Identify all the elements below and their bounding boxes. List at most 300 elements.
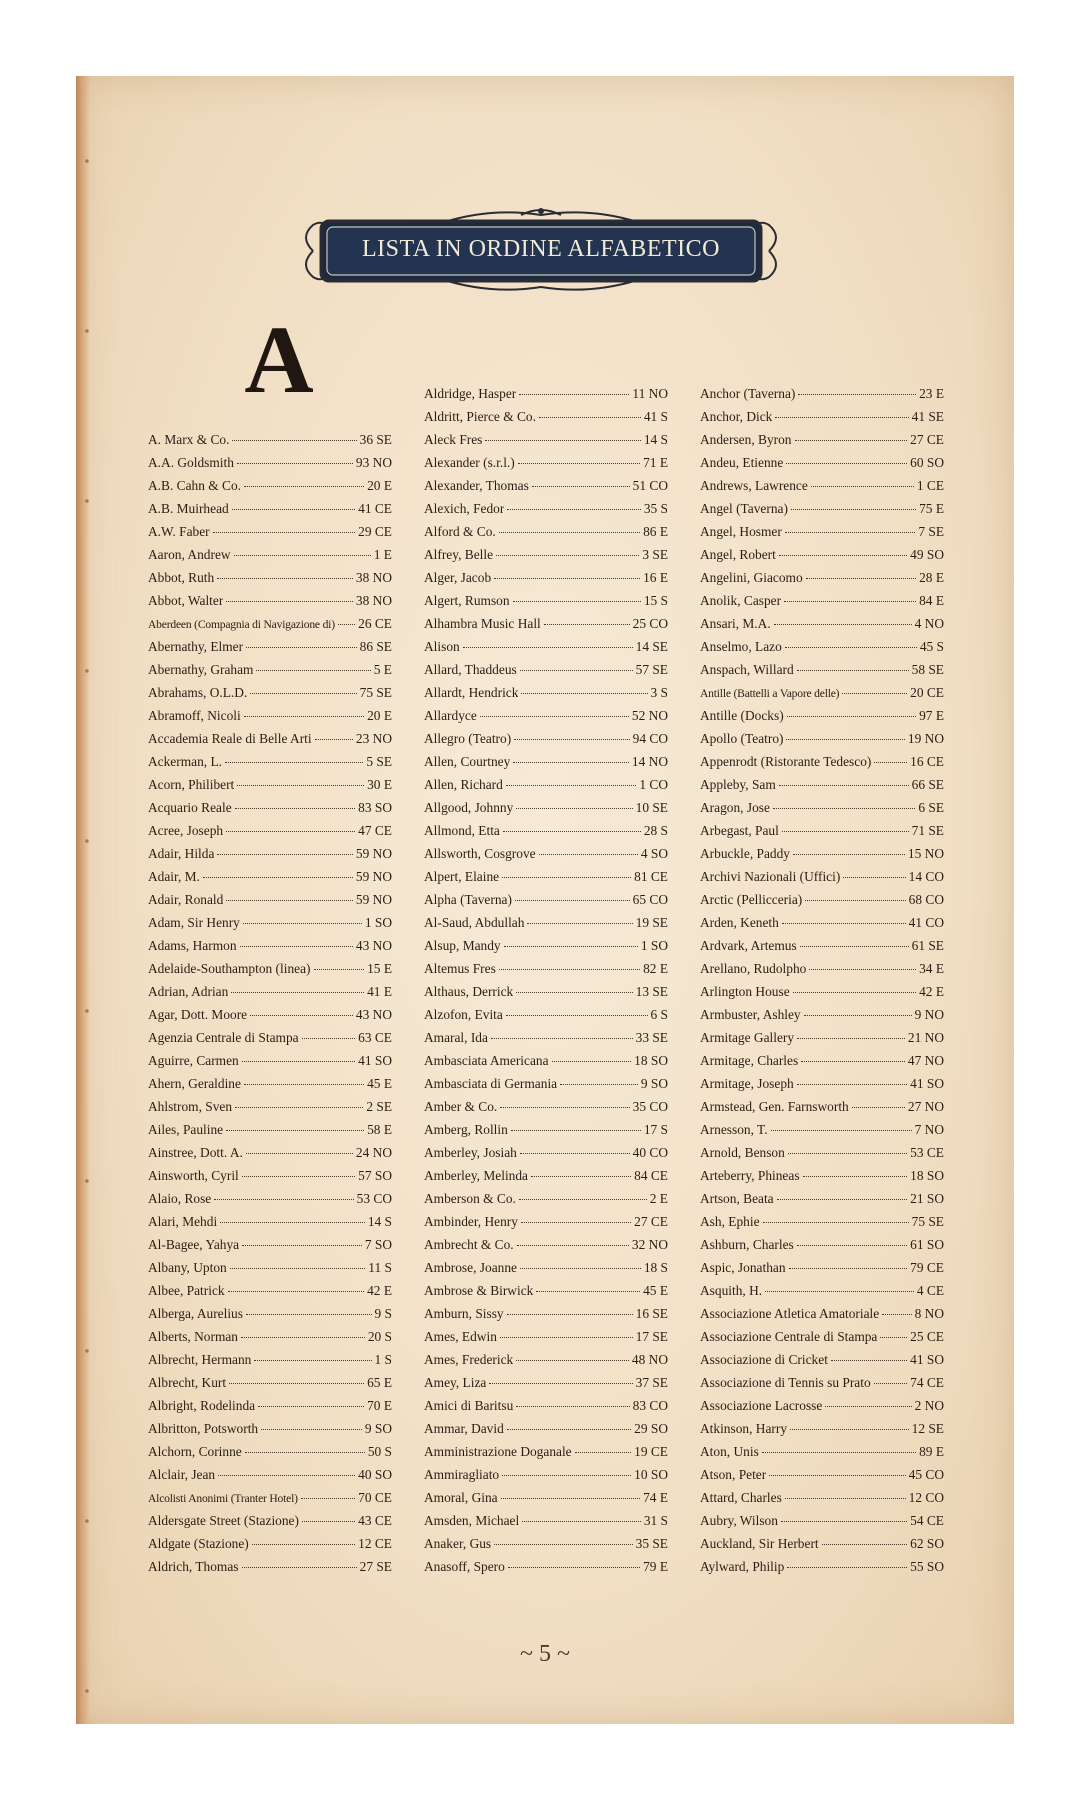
entry-name: Angel (Taverna) <box>700 501 788 516</box>
entry-name: Armstead, Gen. Farnsworth <box>700 1099 849 1114</box>
index-entry <box>424 1463 668 1486</box>
entry-name: Adrian, Adrian <box>148 984 229 999</box>
entry-location: 14 NO <box>631 754 668 769</box>
index-entry <box>148 635 392 658</box>
dot-leader <box>516 798 632 809</box>
entry-location: 75 E <box>919 501 944 516</box>
entry-name: Artson, Beata <box>700 1191 774 1206</box>
dot-leader <box>244 476 364 487</box>
dot-leader <box>544 614 630 625</box>
entry-location: 41 E <box>367 984 392 999</box>
entry-location: 48 NO <box>631 1352 668 1367</box>
entry-location: 45 CO <box>908 1467 944 1482</box>
entry-location: 71 SE <box>911 823 944 838</box>
entry-name: Arctic (Pellicceria) <box>700 892 803 907</box>
entry-location: 45 S <box>919 639 944 654</box>
index-entry <box>700 382 944 405</box>
dot-leader <box>220 1212 365 1223</box>
entry-location: 10 SE <box>635 800 668 815</box>
entry-location: 9 S <box>374 1306 392 1321</box>
dot-leader <box>536 1281 640 1292</box>
dot-leader <box>235 1097 363 1108</box>
binding-holes <box>84 76 90 1724</box>
dot-leader <box>217 844 353 855</box>
dot-leader <box>782 913 906 924</box>
entry-name: Ambrecht & Co. <box>424 1237 514 1252</box>
entry-name: Allgood, Johnny <box>424 800 514 815</box>
entry-name: Ahlstrom, Sven <box>148 1099 233 1114</box>
dot-leader <box>531 1166 631 1177</box>
index-entry <box>700 1049 944 1072</box>
index-entry <box>424 382 668 405</box>
index-entry <box>424 911 668 934</box>
dot-leader <box>502 1465 631 1476</box>
entry-location: 74 CE <box>910 1375 944 1390</box>
dot-leader <box>230 1258 366 1269</box>
entry-location: 9 SO <box>364 1421 392 1436</box>
dot-leader <box>575 1442 632 1453</box>
entry-name: Alison <box>424 639 460 654</box>
entry-location: 38 NO <box>355 570 392 585</box>
entry-location: 40 SO <box>358 1467 392 1482</box>
entry-name: Albany, Upton <box>148 1260 227 1275</box>
entry-name: Abernathy, Graham <box>148 662 254 677</box>
dot-leader <box>811 476 914 487</box>
entry-location: 47 CE <box>358 823 392 838</box>
entry-location: 94 CO <box>632 731 668 746</box>
entry-name: Ames, Edwin <box>424 1329 497 1344</box>
index-entry <box>148 1026 392 1049</box>
dot-leader <box>500 1097 629 1108</box>
dot-leader <box>246 637 357 648</box>
dot-leader <box>507 499 640 510</box>
entry-location: 33 SE <box>635 1030 668 1045</box>
entry-location: 23 E <box>919 386 944 401</box>
index-entry <box>700 1555 944 1578</box>
index-entry <box>424 1072 668 1095</box>
entry-location: 37 SE <box>635 1375 668 1390</box>
dot-leader <box>797 660 909 671</box>
index-entry <box>424 1302 668 1325</box>
entry-location: 5 SE <box>366 754 392 769</box>
dot-leader <box>513 591 641 602</box>
entry-location: 35 CO <box>632 1099 668 1114</box>
entry-location: 5 E <box>373 662 392 677</box>
entry-location: 7 SE <box>918 524 944 539</box>
dot-leader <box>775 407 908 418</box>
index-entry <box>424 543 668 566</box>
entry-location: 41 SO <box>910 1352 944 1367</box>
index-entry <box>700 1486 944 1509</box>
entry-location: 28 E <box>919 570 944 585</box>
index-entry <box>424 1440 668 1463</box>
entry-name: Aldersgate Street (Stazione) <box>148 1513 299 1528</box>
entry-location: 12 CO <box>908 1490 944 1505</box>
entry-name: Appleby, Sam <box>700 777 776 792</box>
entry-name: Acquario Reale <box>148 800 232 815</box>
entry-location: 89 E <box>919 1444 944 1459</box>
dot-leader <box>797 1235 907 1246</box>
entry-location: 3 S <box>650 685 668 700</box>
entry-name: Anchor, Dick <box>700 409 773 424</box>
index-entry <box>148 543 392 566</box>
entry-name: Aylward, Philip <box>700 1559 785 1574</box>
entry-location: 28 S <box>643 823 668 838</box>
entry-location: 42 E <box>919 984 944 999</box>
index-column-3 <box>700 382 944 1578</box>
entry-location: 70 CE <box>358 1490 392 1505</box>
dot-leader <box>785 637 917 648</box>
index-entry <box>424 1371 668 1394</box>
entry-location: 82 E <box>643 961 668 976</box>
index-entry <box>700 704 944 727</box>
dot-leader <box>246 1304 372 1315</box>
entry-location: 21 NO <box>907 1030 944 1045</box>
dot-leader <box>785 522 916 533</box>
dot-leader <box>516 982 632 993</box>
dot-leader <box>769 1465 905 1476</box>
entry-location: 11 NO <box>632 386 668 401</box>
entry-name: Amey, Liza <box>424 1375 487 1390</box>
index-entry <box>148 1210 392 1233</box>
dot-leader <box>226 890 353 901</box>
index-entry <box>700 750 944 773</box>
entry-location: 41 SO <box>910 1076 944 1091</box>
index-entry <box>424 1210 668 1233</box>
entry-name: Amberley, Melinda <box>424 1168 528 1183</box>
entry-name: Ackerman, L. <box>148 754 222 769</box>
entry-name: Amministrazione Doganale <box>424 1444 572 1459</box>
dot-leader <box>513 752 629 763</box>
entry-location: 86 E <box>643 524 668 539</box>
entry-location: 6 SE <box>918 800 944 815</box>
dot-leader <box>520 1143 630 1154</box>
entry-location: 86 SE <box>359 639 392 654</box>
dot-leader <box>252 1534 355 1545</box>
index-entry <box>424 980 668 1003</box>
entry-location: 32 NO <box>631 1237 668 1252</box>
dot-leader <box>765 1281 914 1292</box>
dot-leader <box>539 844 638 855</box>
entry-name: A.W. Faber <box>148 524 210 539</box>
dot-leader <box>499 522 640 533</box>
dot-leader <box>496 545 639 556</box>
entry-name: Arteberry, Phineas <box>700 1168 800 1183</box>
dot-leader <box>250 683 356 694</box>
entry-name: Alford & Co. <box>424 524 496 539</box>
entry-location: 55 SO <box>910 1559 944 1574</box>
index-entry <box>700 1394 944 1417</box>
dot-leader <box>779 545 907 556</box>
dot-leader <box>793 844 905 855</box>
dot-leader <box>499 959 640 970</box>
index-entry <box>148 1394 392 1417</box>
entry-location: 14 S <box>367 1214 392 1229</box>
index-entry <box>424 1164 668 1187</box>
entry-location: 16 CE <box>910 754 944 769</box>
entry-location: 74 E <box>643 1490 668 1505</box>
entry-location: 54 CE <box>910 1513 944 1528</box>
entry-name: Aspic, Jonathan <box>700 1260 786 1275</box>
dot-leader <box>514 729 629 740</box>
dot-leader <box>806 568 916 579</box>
dot-leader <box>500 1327 633 1338</box>
entry-location: 20 E <box>367 478 392 493</box>
dot-leader <box>506 1005 648 1016</box>
index-entry <box>148 727 392 750</box>
entry-location: 45 E <box>643 1283 668 1298</box>
entry-location: 25 CE <box>910 1329 944 1344</box>
entry-name: Armitage, Joseph <box>700 1076 794 1091</box>
index-entry <box>148 1233 392 1256</box>
dot-leader <box>485 430 640 441</box>
dot-leader <box>797 1074 907 1085</box>
index-entry <box>148 658 392 681</box>
entry-location: 8 NO <box>914 1306 944 1321</box>
dot-leader <box>516 1350 629 1361</box>
entry-location: 40 CO <box>632 1145 668 1160</box>
dot-leader <box>882 1304 911 1315</box>
dot-leader <box>803 1166 908 1177</box>
entry-location: 11 S <box>368 1260 392 1275</box>
entry-location: 63 CE <box>358 1030 392 1045</box>
entry-location: 43 NO <box>355 938 392 953</box>
entry-name: Accademia Reale di Belle Arti <box>148 731 312 746</box>
index-entry <box>148 520 392 543</box>
index-entry <box>424 451 668 474</box>
entry-location: 23 NO <box>355 731 392 746</box>
page-number: ~ 5 ~ <box>520 1641 570 1667</box>
entry-location: 81 CE <box>634 869 668 884</box>
dot-leader <box>245 1442 365 1453</box>
index-entry <box>700 911 944 934</box>
entry-location: 75 SE <box>359 685 392 700</box>
entry-name: Alberga, Aurelius <box>148 1306 243 1321</box>
entry-name: Andeu, Etienne <box>700 455 784 470</box>
entry-name: Arellano, Rudolpho <box>700 961 807 976</box>
index-entry <box>424 566 668 589</box>
entry-name: Amici di Baritsu <box>424 1398 514 1413</box>
dot-leader <box>491 1028 633 1039</box>
entry-location: 42 E <box>367 1283 392 1298</box>
dot-leader <box>213 522 356 533</box>
index-entry <box>700 1095 944 1118</box>
entry-location: 57 SO <box>358 1168 392 1183</box>
dot-leader <box>314 959 365 970</box>
entry-location: 45 E <box>367 1076 392 1091</box>
index-entry <box>424 520 668 543</box>
entry-name: Apollo (Teatro) <box>700 731 784 746</box>
entry-name: Amoral, Gina <box>424 1490 498 1505</box>
dot-leader <box>842 683 907 694</box>
entry-location: 15 E <box>367 961 392 976</box>
entry-name: Ahern, Geraldine <box>148 1076 241 1091</box>
entry-location: 2 NO <box>914 1398 944 1413</box>
index-entry <box>700 635 944 658</box>
entry-location: 68 CO <box>908 892 944 907</box>
entry-name: Aragon, Jose <box>700 800 770 815</box>
entry-name: Arnold, Benson <box>700 1145 785 1160</box>
entry-location: 4 CE <box>916 1283 944 1298</box>
dot-leader <box>516 1396 629 1407</box>
dot-leader <box>508 1557 640 1568</box>
entry-location: 71 E <box>643 455 668 470</box>
index-entry <box>148 1141 392 1164</box>
entry-location: 53 CO <box>356 1191 392 1206</box>
entry-location: 70 E <box>367 1398 392 1413</box>
index-entry <box>700 1003 944 1026</box>
dot-leader <box>822 1534 908 1545</box>
entry-location: 60 SO <box>910 455 944 470</box>
entry-name: Allmond, Etta <box>424 823 500 838</box>
entry-location: 34 E <box>919 961 944 976</box>
entry-location: 83 CO <box>632 1398 668 1413</box>
index-entry <box>424 1141 668 1164</box>
entry-location: 1 SO <box>640 938 668 953</box>
index-entry <box>148 865 392 888</box>
entry-name: Arlington House <box>700 984 790 999</box>
index-entry <box>700 451 944 474</box>
index-entry <box>424 635 668 658</box>
entry-location: 16 E <box>643 570 668 585</box>
dot-leader <box>804 1005 912 1016</box>
entry-location: 29 SO <box>634 1421 668 1436</box>
index-entry <box>700 612 944 635</box>
entry-name: Associazione Lacrosse <box>700 1398 823 1413</box>
dot-leader <box>237 453 353 464</box>
index-entry <box>700 428 944 451</box>
index-entry <box>148 1371 392 1394</box>
entry-name: Allardt, Hendrick <box>424 685 519 700</box>
entry-name: Abramoff, Nicoli <box>148 708 241 723</box>
index-entry <box>700 405 944 428</box>
index-entry <box>700 1417 944 1440</box>
index-entry <box>700 796 944 819</box>
index-entry <box>148 589 392 612</box>
entry-location: 31 S <box>643 1513 668 1528</box>
index-entry <box>148 1256 392 1279</box>
entry-name: Anselmo, Lazo <box>700 639 782 654</box>
dot-leader <box>503 821 641 832</box>
entry-name: Ash, Ephie <box>700 1214 760 1229</box>
index-entry <box>148 1072 392 1095</box>
entry-name: Associazione Centrale di Stampa <box>700 1329 878 1344</box>
index-entry <box>700 888 944 911</box>
entry-location: 3 SE <box>642 547 668 562</box>
index-entry <box>700 1532 944 1555</box>
index-entry <box>424 1486 668 1509</box>
entry-name: Andrews, Lawrence <box>700 478 808 493</box>
dot-leader <box>225 752 363 763</box>
entry-name: Attard, Charles <box>700 1490 782 1505</box>
entry-name: Alger, Jacob <box>424 570 492 585</box>
entry-location: 25 CO <box>632 616 668 631</box>
entry-name: Agenzia Centrale di Stampa <box>148 1030 299 1045</box>
index-entry <box>148 888 392 911</box>
index-entry <box>424 773 668 796</box>
entry-location: 27 SE <box>359 1559 392 1574</box>
entry-location: 84 E <box>919 593 944 608</box>
entry-location: 12 CE <box>358 1536 392 1551</box>
index-entry <box>700 1141 944 1164</box>
index-entry <box>148 1095 392 1118</box>
entry-name: Asquith, H. <box>700 1283 763 1298</box>
index-entry <box>424 1003 668 1026</box>
entry-name: Altemus Fres <box>424 961 496 976</box>
entry-name: Adair, Ronald <box>148 892 224 907</box>
index-entry <box>424 819 668 842</box>
index-entry <box>148 773 392 796</box>
entry-name: Antille (Battelli a Vapore delle) <box>700 687 840 700</box>
entry-name: Aleck Fres <box>424 432 483 447</box>
dot-leader <box>532 476 630 487</box>
index-entry <box>424 888 668 911</box>
index-entry <box>700 1210 944 1233</box>
dot-leader <box>226 591 353 602</box>
entry-name: Agar, Dott. Moore <box>148 1007 248 1022</box>
index-entry <box>148 1555 392 1578</box>
dot-leader <box>502 867 631 878</box>
dot-leader <box>232 430 356 441</box>
entry-name: Aberdeen (Compagnia di Navigazione di) <box>148 618 335 631</box>
entry-name: Althaus, Derrick <box>424 984 514 999</box>
index-entry <box>424 612 668 635</box>
entry-location: 15 NO <box>907 846 944 861</box>
entry-name: Alchorn, Corinne <box>148 1444 242 1459</box>
index-entry <box>148 1049 392 1072</box>
dot-leader <box>852 1097 905 1108</box>
entry-name: Angelini, Giacomo <box>700 570 803 585</box>
dot-leader <box>763 1212 909 1223</box>
entry-location: 9 SO <box>640 1076 668 1091</box>
index-entry <box>700 497 944 520</box>
index-entry <box>700 1509 944 1532</box>
entry-name: Aldridge, Hasper <box>424 386 517 401</box>
entry-location: 18 SO <box>910 1168 944 1183</box>
dot-leader <box>786 453 907 464</box>
entry-name: Alhambra Music Hall <box>424 616 541 631</box>
entry-name: Ashburn, Charles <box>700 1237 794 1252</box>
entry-name: Acree, Joseph <box>148 823 224 838</box>
entry-name: Allardyce <box>424 708 477 723</box>
dot-leader <box>501 1488 640 1499</box>
entry-location: 18 S <box>643 1260 668 1275</box>
entry-name: Arbuckle, Paddy <box>700 846 790 861</box>
dot-leader <box>302 1028 356 1039</box>
dot-leader <box>338 614 355 625</box>
entry-name: Atkinson, Harry <box>700 1421 788 1436</box>
dot-leader <box>244 706 364 717</box>
index-entry <box>424 1256 668 1279</box>
dot-leader <box>552 1051 632 1062</box>
entry-location: 83 SO <box>358 800 392 815</box>
index-entry <box>148 612 392 635</box>
dot-leader <box>762 1442 916 1453</box>
index-entry <box>700 1440 944 1463</box>
entry-location: 27 NO <box>907 1099 944 1114</box>
entry-name: Associazione di Cricket <box>700 1352 828 1367</box>
dot-leader <box>777 1189 908 1200</box>
dot-leader <box>515 890 630 901</box>
entry-location: 53 CE <box>910 1145 944 1160</box>
entry-location: 43 NO <box>355 1007 392 1022</box>
entry-location: 97 E <box>919 708 944 723</box>
entry-location: 26 CE <box>358 616 392 631</box>
entry-name: Ambrose & Birwick <box>424 1283 534 1298</box>
index-entry <box>424 658 668 681</box>
index-entry <box>700 1118 944 1141</box>
entry-location: 20 CE <box>910 685 944 700</box>
